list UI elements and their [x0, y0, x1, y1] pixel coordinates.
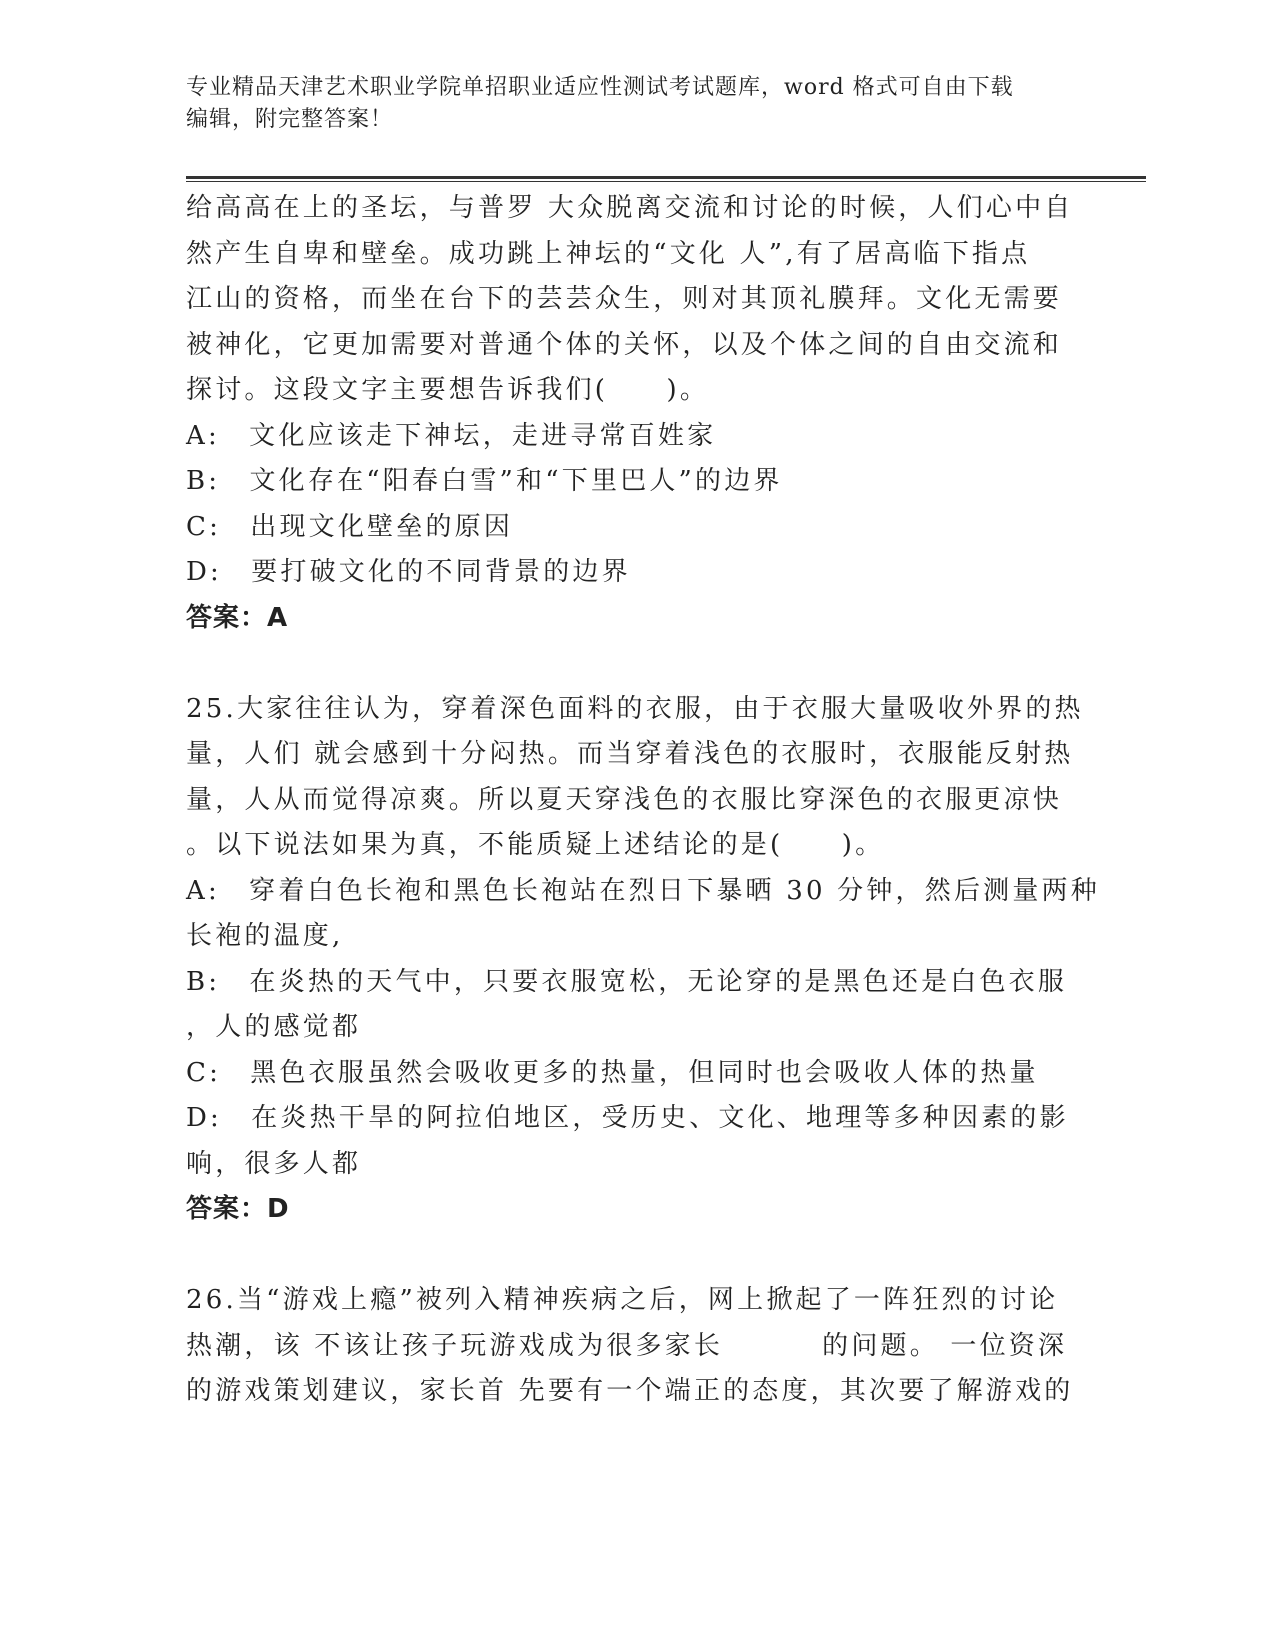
header-divider-thin	[186, 181, 1146, 182]
answer-label: 答案：D	[186, 1194, 290, 1224]
question-stem-line: 热潮，该 不该让孩子玩游戏成为很多家长 的问题。 一位资深	[186, 1330, 1068, 1361]
question-stem-line: 。以下说法如果为真，不能质疑上述结论的是( )。	[186, 830, 885, 860]
question-stem-line: 26.当“游戏上瘾”被列入精神疾病之后，网上掀起了一阵狂烈的讨论	[186, 1285, 1059, 1315]
question-stem-line: 给高高在上的圣坛，与普罗 大众脱离交流和讨论的时候，人们心中自	[186, 193, 1074, 223]
question-spacer	[186, 641, 1086, 687]
question-stem-line: 量，人们 就会感到十分闷热。而当穿着浅色的衣服时，衣服能反射热	[186, 739, 1074, 769]
option-a-continued: 长袍的温度,	[186, 921, 344, 951]
option-d-continued: 响，很多人都	[186, 1148, 362, 1179]
header-divider	[186, 176, 1146, 179]
option-c: C: 出现文化壁垒的原因	[186, 511, 514, 542]
answer-label: 答案：A	[186, 602, 289, 633]
question-24	[186, 186, 1086, 641]
question-stem-line: 的游戏策划建议，家长首 先要有一个端正的态度，其次要了解游戏的	[186, 1376, 1074, 1406]
option-b: B: 在炎热的天气中，只要衣服宽松，无论穿的是黑色还是白色衣服	[186, 966, 1068, 997]
question-26	[186, 1278, 1086, 1415]
option-d: D: 要打破文化的不同背景的边界	[186, 557, 631, 587]
question-spacer	[186, 1233, 1086, 1279]
header-line-2: 编辑，附完整答案！	[186, 107, 394, 132]
option-b: B: 文化存在“阳春白雪”和“下里巴人”的边界	[186, 466, 783, 496]
question-stem-line: 江山的资格，而坐在台下的芸芸众生，则对其顶礼膜拜。文化无需要	[186, 284, 1063, 314]
question-content	[186, 186, 1100, 1415]
question-stem-line: 然产生自卑和壁垒。成功跳上神坛的“文化 人”,有了居高临下指点	[186, 238, 1031, 269]
question-stem-line: 25.大家往往认为，穿着深色面料的衣服，由于衣服大量吸收外界的热	[186, 693, 1084, 724]
option-a: A: 文化应该走下神坛，走进寻常百姓家	[186, 420, 717, 451]
question-stem-line: 被神化，它更加需要对普通个体的关怀，以及个体之间的自由交流和	[186, 329, 1063, 360]
header-line-1: 专业精品天津艺术职业学院单招职业适应性测试考试题库，word 格式可自由下载	[186, 75, 1014, 100]
page-header	[186, 72, 1066, 136]
question-25	[186, 687, 1100, 1233]
option-a: A: 穿着白色长袍和黑色长袍站在烈日下暴晒 30 分钟，然后测量两种	[186, 875, 1100, 906]
option-d: D: 在炎热干旱的阿拉伯地区，受历史、文化、地理等多种因素的影	[186, 1103, 1069, 1133]
option-b-continued: ，人的感觉都	[186, 1012, 362, 1042]
option-c: C: 黑色衣服虽然会吸收更多的热量，但同时也会吸收人体的热量	[186, 1057, 1039, 1088]
question-stem-line: 量，人从而觉得凉爽。所以夏天穿浅色的衣服比穿深色的衣服更凉快	[186, 784, 1063, 815]
question-stem-line: 探讨。这段文字主要想告诉我们( )。	[186, 375, 710, 405]
